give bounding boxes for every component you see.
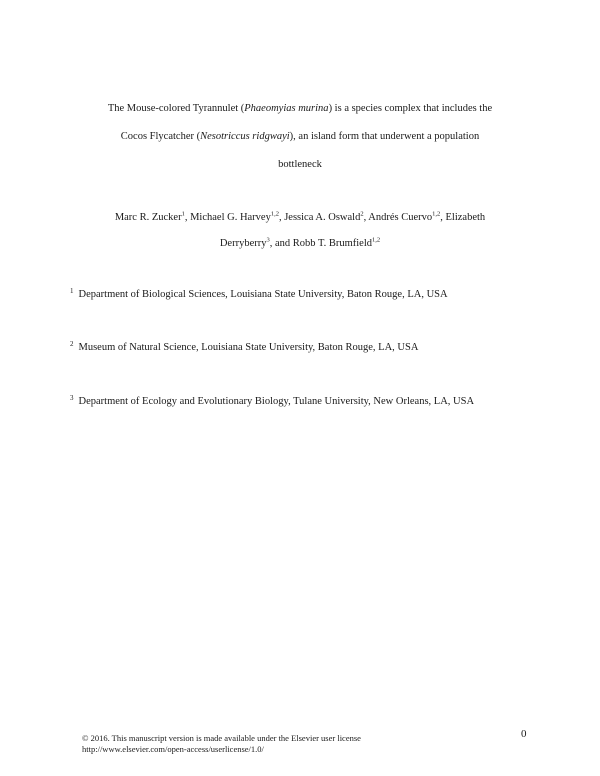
license-footer [82, 733, 361, 755]
author-name: Michael G. Harvey [190, 212, 271, 223]
paper-title [60, 95, 540, 179]
author-affiliation-marker: 2 [360, 210, 364, 218]
affiliation-number: 1 [70, 286, 74, 295]
author-list [60, 205, 540, 257]
affiliation-text: Department of Biological Sciences, Louisiana State University, Baton Rouge, LA, USA [78, 289, 448, 300]
affiliation-text: Department of Ecology and Evolutionary Biology, Tulane University, New Orleans, LA, USA [78, 396, 475, 407]
affiliation-number: 2 [70, 339, 74, 348]
affiliation-2 [70, 341, 418, 355]
author-name: Jessica A. Oswald [284, 212, 361, 223]
author-name: Marc R. Zucker [114, 212, 182, 223]
author-name: Derryberry [219, 238, 267, 249]
title-text: Cocos Flycatcher ( [120, 131, 201, 142]
author-name: Andrés Cuervo [368, 212, 433, 223]
title-text: ) is a species complex that includes the [328, 103, 493, 114]
license-url: http://www.elsevier.com/open-access/userlicense/1.0/ [82, 744, 264, 754]
affiliation-1 [70, 288, 448, 302]
affiliation-3 [70, 395, 474, 409]
affiliation-text: Museum of Natural Science, Louisiana State University, Baton Rouge, LA, USA [78, 342, 419, 353]
author-affiliation-marker: 3 [266, 236, 270, 244]
author-affiliation-marker: 1,2 [432, 210, 441, 218]
title-text: The Mouse-colored Tyrannulet ( [107, 103, 245, 114]
title-text: bottleneck [278, 159, 322, 170]
affiliation-number: 3 [70, 393, 74, 402]
author-separator: , [278, 212, 285, 223]
author-name: Elizabeth [445, 212, 486, 223]
title-species-name: Phaeomyias murina [244, 103, 329, 114]
author-separator: , [184, 212, 191, 223]
author-affiliation-marker: 1,2 [270, 210, 279, 218]
author-affiliation-marker: 1 [181, 210, 185, 218]
author-separator: , and [269, 238, 293, 249]
license-statement: © 2016. This manuscript version is made available under the Elsevier user license [82, 733, 361, 743]
title-text: ), an island form that underwent a population [289, 131, 480, 142]
author-name: Robb T. Brumfield [292, 238, 373, 249]
author-separator: , [440, 212, 446, 223]
author-separator: , [363, 212, 369, 223]
author-affiliation-marker: 1,2 [372, 236, 381, 244]
page-number: 0 [521, 728, 527, 740]
title-species-name: Nesotriccus ridgwayi [200, 131, 290, 142]
